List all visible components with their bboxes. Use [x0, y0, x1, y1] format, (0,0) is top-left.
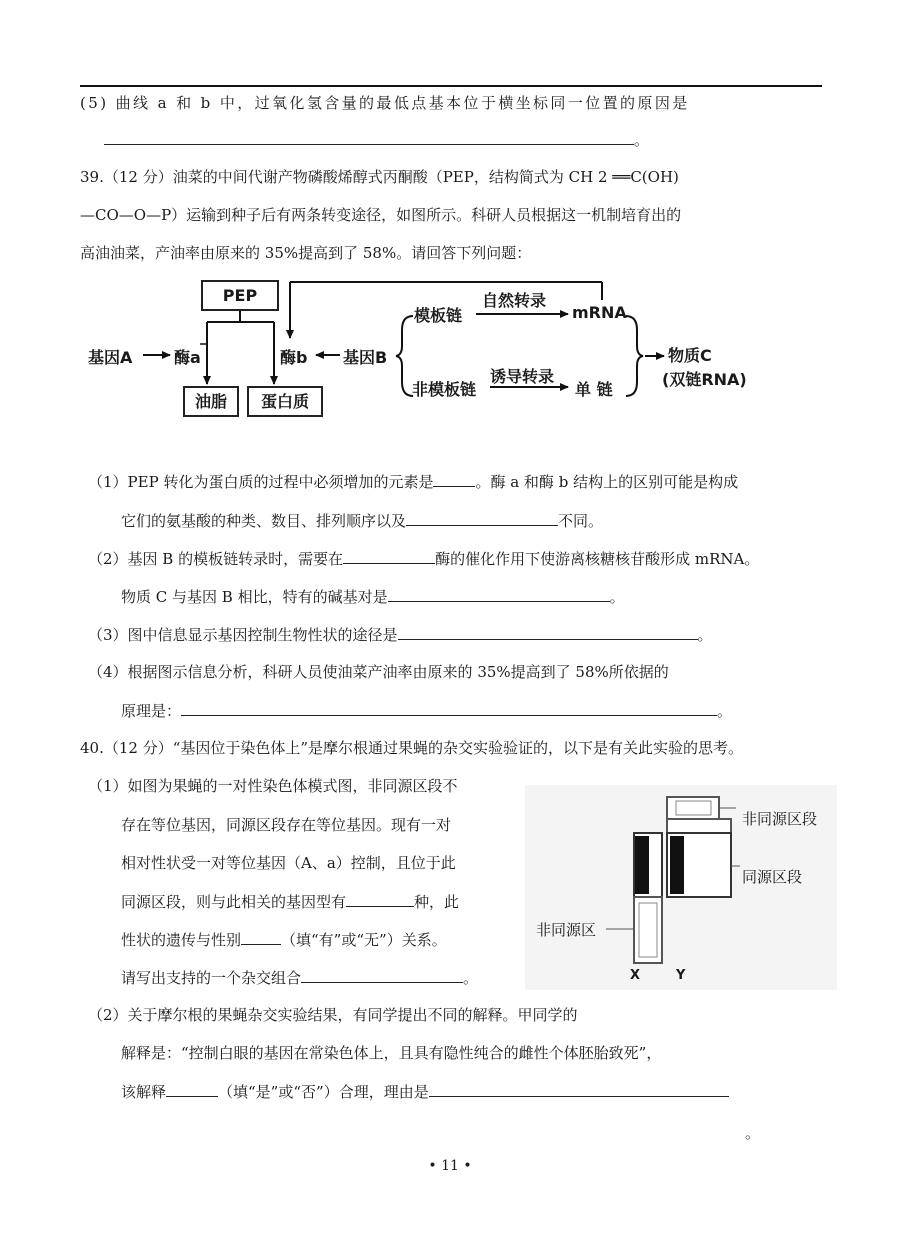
text: 物质 C 与基因 B 相比，特有的碱基对是 [121, 588, 388, 606]
pep-box: PEP [201, 280, 279, 311]
nonhomologous-top-label: 非同源区段 [742, 810, 818, 828]
homologous-label: 同源区段 [742, 868, 803, 886]
q39-header-line3: 高油油菜，产油率由原来的 35%提高到了 58%。请回答下列问题： [80, 244, 532, 262]
q39-header-line2: —CO—O—P）运输到种子后有两条转变途径，如图所示。科研人员根据这一机制培育出的 [80, 206, 682, 224]
text: 种，此 [414, 893, 460, 911]
gene-b-label: 基因B [343, 348, 388, 367]
text: 。 [717, 702, 733, 720]
lipid-box: 油脂 [183, 386, 239, 417]
protein-box: 蛋白质 [247, 386, 323, 417]
enzyme-b-label: 酶b [280, 348, 308, 367]
period: 。 [634, 131, 650, 149]
text: 。 [697, 626, 713, 644]
text: 。酶 a 和酶 b 结构上的区别可能是构成 [475, 473, 739, 491]
text: 它们的氨基酸的种类、数目、排列顺序以及 [121, 512, 407, 530]
page-number: • 11 • [428, 1158, 472, 1174]
substance-c-label: 物质C [668, 346, 712, 365]
text: （1）PEP 转化为蛋白质的过程中必须增加的元素是 [88, 473, 434, 491]
q40-part2-line2: 解释是：“控制白眼的基因在常染色体上，且具有隐性纯合的雌性个体胚胎致死”， [121, 1044, 662, 1062]
mrna-label: mRNA [572, 303, 627, 322]
q40-part2-line1: （2）关于摩尔根的果蝇杂交实验结果，有同学提出不同的解释。甲同学的 [88, 1006, 578, 1024]
text: 原理是： [121, 702, 182, 720]
text: 。 [609, 588, 625, 606]
text: 性状的遗传与性别 [121, 931, 242, 949]
dsrna-label: (双链RNA) [662, 370, 747, 389]
x-chromosome-label: X [630, 968, 641, 983]
q40-header: 40.（12 分）“基因位于染色体上”是摩尔根通过果蝇的杂交实验验证的，以下是有关此实验的思考。 [80, 739, 744, 757]
natural-transcription-label: 自然转录 [482, 291, 547, 310]
enzyme-a-label: 酶a [174, 348, 201, 367]
induced-transcription-label: 诱导转录 [490, 367, 555, 386]
answer-blank[interactable] [429, 1080, 729, 1097]
text: （2）基因 B 的模板链转录时，需要在 [88, 550, 344, 568]
q39-header-line1: 39.（12 分）油菜的中间代谢产物磷酸烯醇式丙酮酸（PEP，结构简式为 CH 2 ══C(OH) [80, 168, 679, 186]
q40-part1-line2: 存在等位基因，同源区段存在等位基因。现有一对 [121, 816, 452, 834]
template-strand-label: 模板链 [414, 306, 463, 325]
q40-part2-line3 [121, 1080, 729, 1102]
answer-blank[interactable] [166, 1080, 218, 1097]
text: 请写出支持的一个杂交组合 [121, 969, 302, 987]
single-strand-label: 单 链 [575, 380, 613, 399]
text: 酶的催化作用下使游离核糖核苷酸形成 mRNA。 [435, 550, 760, 568]
y-chromosome-label: Y [676, 968, 686, 983]
text: 。 [463, 969, 479, 987]
text: （3）图中信息显示基因控制生物性状的途径是 [88, 626, 398, 644]
text: （填“是”或“否”）合理，理由是 [218, 1083, 429, 1101]
text: （填“有”或“无”）关系。 [281, 931, 447, 949]
gene-a-label: 基因A [88, 348, 133, 367]
nontemplate-strand-label: 非模板链 [412, 380, 477, 399]
q40-part1-line1: （1）如图为果蝇的一对性染色体模式图，非同源区段不 [88, 777, 458, 795]
q39-part4-line1: （4）根据图示信息分析，科研人员使油菜产油率由原来的 35%提高到了 58%所依据的 [88, 663, 669, 681]
text: 该解释 [121, 1083, 167, 1101]
q38-5-question: (5) 曲线 a 和 b 中，过氧化氢含量的最低点基本位于横坐标同一位置的原因是 [80, 94, 690, 112]
nonhomologous-left-label: 非同源区 [536, 921, 597, 939]
q40-part2-end: 。 [745, 1124, 761, 1142]
q40-part1-line3: 相对性状受一对等位基因（A、a）控制，且位于此 [121, 854, 456, 872]
text: 同源区段，则与此相关的基因型有 [121, 893, 347, 911]
text: 不同。 [558, 512, 604, 530]
